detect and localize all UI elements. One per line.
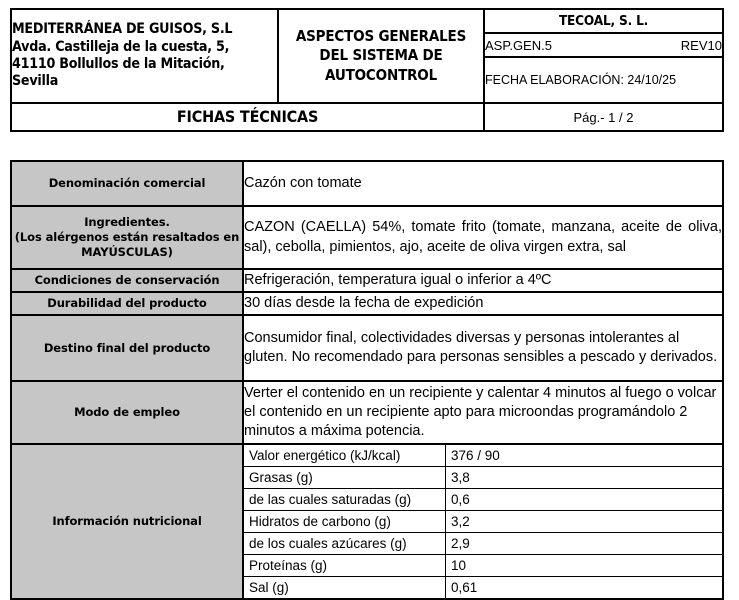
nutrition-value-saturadas: 0,6 [446, 489, 723, 511]
section-title-cell [11, 103, 484, 131]
nutrition-row-hidratos [244, 511, 722, 533]
nutrition-table-cell [243, 444, 723, 599]
row-label-ingredientes-note: (Los alérgenos están resaltados en MAYÚSCULAS) [14, 230, 240, 259]
nutrition-name-energia: Valor energético (kJ/kcal) [244, 445, 446, 467]
nutrition-name-saturadas: de las cuales saturadas (g) [244, 489, 446, 511]
nutrition-row-azucares [244, 533, 722, 555]
row-label-ingredientes-main: Ingredientes. [84, 215, 170, 230]
nutrition-table [244, 445, 722, 598]
nutrition-value-grasas: 3,8 [446, 467, 723, 489]
company-name: MEDITERRÁNEA DE GUISOS, S.L [12, 21, 233, 38]
row-value-durabilidad: 30 días desde la fecha de expedición [243, 292, 723, 315]
header-row-section [11, 103, 723, 131]
owner-company-cell [484, 9, 723, 33]
header-row-main [11, 9, 723, 33]
row-label-informacion-nutricional: Información nutricional [11, 444, 243, 599]
table-row-destino [11, 315, 723, 381]
row-label-denominacion: Denominación comercial [11, 161, 243, 206]
row-value-modo-empleo: Verter el contenido en un recipiente y calentar 4 minutos al fuego o volcar el contenido en un recipiente apto para microondas programándolo 2 minutos a máxima potencia. [243, 381, 723, 444]
row-value-conservacion: Refrigeración, temperatura igual o inferior a 4ºC [243, 269, 723, 292]
row-label-destino: Destino final del producto [11, 315, 243, 381]
nutrition-name-grasas: Grasas (g) [244, 467, 446, 489]
table-row-informacion-nutricional [11, 444, 723, 599]
document-code: ASP.GEN.5 [485, 37, 552, 53]
nutrition-name-hidratos: Hidratos de carbono (g) [244, 511, 446, 533]
row-label-conservacion: Condiciones de conservación [11, 269, 243, 292]
nutrition-row-grasas [244, 467, 722, 489]
company-address-line-2: 41110 Bollullos de la Mitación, [12, 56, 225, 72]
technical-sheet-table [10, 160, 724, 600]
nutrition-row-saturadas [244, 489, 722, 511]
table-row-conservacion [11, 269, 723, 292]
table-row-denominacion [11, 161, 723, 206]
nutrition-row-sal [244, 577, 722, 599]
company-info-cell [11, 9, 278, 103]
table-row-ingredientes [11, 206, 723, 269]
elaboration-date-cell: FECHA ELABORACIÓN: 24/10/25 [484, 57, 723, 103]
nutrition-name-proteinas: Proteínas (g) [244, 555, 446, 577]
nutrition-value-energia: 376 / 90 [446, 445, 723, 467]
row-label-modo-empleo: Modo de empleo [11, 381, 243, 444]
row-value-destino: Consumidor final, colectividades diversas y personas intolerantes al gluten. No recomendado para personas sensibles a pescado y derivados. [243, 315, 723, 381]
document-title-line-2: DEL SISTEMA DE [319, 46, 443, 65]
nutrition-row-proteinas [244, 555, 722, 577]
row-value-ingredientes: CAZON (CAELLA) 54%, tomate frito (tomate, manzana, aceite de oliva, sal), cebolla, pimientos, ajo, aceite de oliva virgen extra, sal [243, 206, 723, 269]
nutrition-value-hidratos: 3,2 [446, 511, 723, 533]
document-title-cell [278, 9, 484, 103]
company-city: Sevilla [12, 73, 59, 90]
nutrition-value-azucares: 2,9 [446, 533, 723, 555]
nutrition-name-sal: Sal (g) [244, 577, 446, 599]
nutrition-value-sal: 0,61 [446, 577, 723, 599]
owner-company-name: TECOAL, S. L. [558, 13, 649, 29]
row-label-durabilidad: Durabilidad del producto [11, 292, 243, 315]
nutrition-row-energia [244, 445, 722, 467]
row-value-denominacion: Cazón con tomate [243, 161, 723, 206]
document-code-cell [484, 33, 723, 57]
page-number-cell: Pág.- 1 / 2 [484, 103, 723, 131]
document-title-line-3: AUTOCONTROL [324, 65, 438, 84]
row-label-ingredientes [11, 206, 243, 269]
table-row-modo-empleo [11, 381, 723, 444]
document-title-line-1: ASPECTOS GENERALES [295, 27, 467, 46]
document-header-table [10, 8, 724, 132]
document-revision: REV10 [680, 37, 722, 53]
table-row-durabilidad [11, 292, 723, 315]
nutrition-value-proteinas: 10 [446, 555, 723, 577]
section-title: FICHAS TÉCNICAS [176, 107, 319, 126]
company-address-line-1: Avda. Castilleja de la cuesta, 5, [12, 38, 230, 55]
nutrition-name-azucares: de los cuales azúcares (g) [244, 533, 446, 555]
